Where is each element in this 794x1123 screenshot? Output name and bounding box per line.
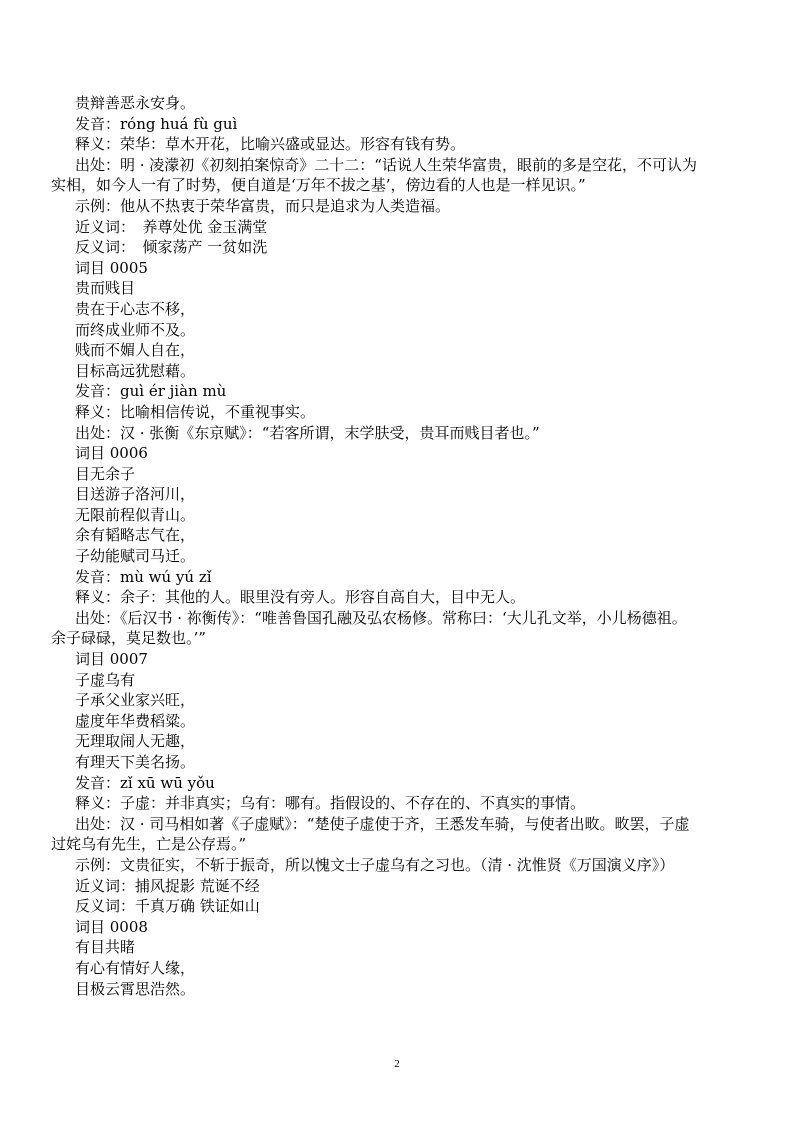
text-line: 出处：汉 · 司马相如著《子虚赋》：“楚使子虚使于齐，王悉发车骑，与使者出畋。畋罢，子虚: [75, 814, 690, 833]
text-line: 发音：róng huá fù guì: [75, 114, 238, 133]
text-line: 近义词： 养尊处优 金玉满堂: [75, 217, 268, 236]
text-line: 子承父业家兴旺，: [75, 691, 196, 710]
text-line: 词目 0007: [75, 650, 148, 669]
text-line: 反义词：千真万确 铁证如山: [75, 897, 260, 916]
text-line: 释义：比喻相信传说，不重视事实。: [75, 402, 316, 421]
text-line: 发音：guì ér jiàn mù: [75, 382, 227, 401]
text-line: 出处：汉 · 张衡《东京赋》：“若客所谓，末学肤受，贵耳而贱目者也。”: [75, 423, 540, 442]
text-line: 词目 0005: [75, 258, 148, 277]
text-line: 出处：《后汉书 · 祢衡传》：“唯善鲁国孔融及弘农杨修。常称曰：‘大儿孔文举，小儿杨德祖。: [75, 608, 687, 627]
text-line: 发音：mù wú yú zǐ: [75, 567, 212, 586]
text-line: 子幼能赋司马迁。: [75, 547, 196, 566]
text-line: 释义：子虚：并非真实；乌有：哪有。指假设的、不存在的、不真实的事情。: [75, 794, 586, 813]
text-line: 近义词：捕风捉影 荒诞不经: [75, 876, 260, 895]
text-line: 目送游子洛河川，: [75, 485, 196, 504]
text-line: 而终成业师不及。: [75, 320, 196, 339]
text-line: 释义：荣华：草木开花，比喻兴盛或显达。形容有钱有势。: [75, 135, 466, 154]
text-line: 反义词： 倾家荡产 一贫如洗: [75, 238, 268, 257]
text-line: 余子碌碌，莫足数也。’”: [51, 629, 206, 648]
text-line: 贵而贱目: [75, 279, 136, 298]
text-line: 有心有情好人缘，: [75, 958, 196, 977]
text-line: 目无余子: [75, 464, 136, 483]
text-line: 示例：文贵征实，不斩于振奇，所以愧文士子虚乌有之习也。（清 · 沈惟贤《万国演义序》）: [75, 855, 675, 874]
text-line: 发音：zǐ xū wū yǒu: [75, 773, 215, 792]
text-line: 贱而不媚人自在，: [75, 341, 196, 360]
text-line: 贵在于心志不移，: [75, 299, 196, 318]
document-body: [51, 93, 751, 999]
text-line: 目标高远犹慰藉。: [75, 361, 196, 380]
text-line: 实相，如今人一有了时势，便自道是‘万年不拔之基’，傍边看的人也是一样见识。”: [51, 176, 586, 195]
page-number: 2: [394, 1058, 400, 1070]
text-line: 余有韬略志气在，: [75, 526, 196, 545]
text-line: 无理取闹人无趣，: [75, 732, 196, 751]
text-line: 过姹乌有先生，亡是公存焉。”: [51, 835, 247, 854]
text-line: 贵辩善恶永安身。: [75, 94, 196, 112]
text-line: 释义：余子：其他的人。眼里没有旁人。形容自高自大，目中无人。: [75, 588, 526, 607]
text-line: 词目 0008: [75, 917, 148, 936]
text-line: 词目 0006: [75, 444, 148, 463]
text-line: 示例：他从不热衷于荣华富贵，而只是追求为人类造福。: [75, 196, 451, 215]
text-line: 无限前程似青山。: [75, 505, 196, 524]
text-line: 出处：明 · 凌濛初《初刻拍案惊奇》二十二：“话说人生荣华富贵，眼前的多是空花，不可认为: [75, 155, 697, 174]
text-line: 子虚乌有: [75, 670, 136, 689]
text-line: 有目共睹: [75, 938, 136, 957]
text-line: 目极云霄思浩然。: [75, 979, 196, 998]
text-line: 虚度年华费稻粱。: [75, 711, 196, 730]
text-line: 有理天下美名扬。: [75, 753, 196, 771]
